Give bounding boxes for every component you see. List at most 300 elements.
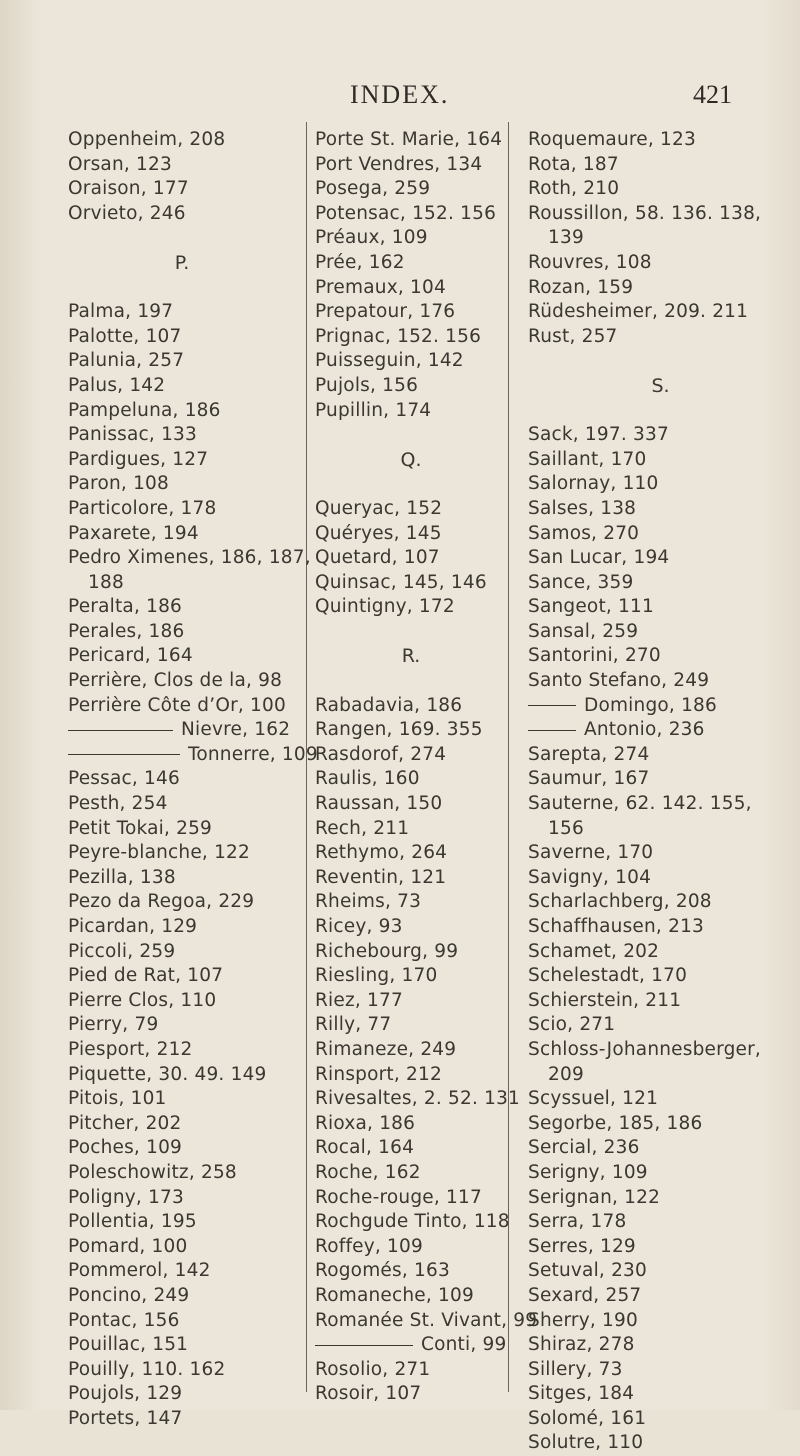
entry-text: Quéryes, 145: [315, 522, 442, 544]
entry-text: Romanée St. Vivant, 99: [315, 1309, 538, 1331]
entry-text: Potensac, 152. 156: [315, 202, 497, 224]
entry-text: Rech, 211: [315, 817, 410, 839]
section-letter: Q.: [400, 448, 422, 471]
entry-text: Port Vendres, 134: [315, 153, 483, 175]
index-entry: [528, 276, 793, 301]
index-entry: [315, 866, 507, 891]
ditto-dash: [315, 1345, 413, 1346]
entry-text: Solomé, 161: [528, 1407, 647, 1429]
entry-text: Saumur, 167: [528, 768, 650, 790]
entry-text: Peralta, 186: [68, 596, 183, 618]
entry-text: Rilly, 77: [315, 1014, 392, 1036]
entry-text: Paron, 108: [68, 473, 169, 495]
entry-text: Pouillac, 151: [68, 1334, 189, 1356]
index-entry: [315, 300, 507, 325]
entry-text: 188: [88, 571, 124, 593]
entry-text: Sitges, 184: [528, 1383, 635, 1405]
spacer: [68, 276, 296, 301]
entry-text: Pollentia, 195: [68, 1211, 197, 1233]
index-entry: [68, 177, 296, 202]
index-entry: [315, 1038, 507, 1063]
ditto-dash: [68, 754, 180, 755]
entry-text: Rimaneze, 249: [315, 1038, 457, 1060]
index-entry: [315, 128, 507, 153]
index-entry: [528, 1161, 793, 1186]
index-entry: [68, 1333, 296, 1358]
index-entry: [528, 718, 793, 743]
index-entry: [315, 226, 507, 251]
entry-text: Poches, 109: [68, 1137, 183, 1159]
entry-text: Sauterne, 62. 142. 155,: [528, 793, 752, 815]
index-entry: [68, 1063, 296, 1088]
entry-text: Pupillin, 174: [315, 399, 432, 421]
index-entry-continuation: [528, 1063, 793, 1088]
entry-text: Roche-rouge, 117: [315, 1186, 482, 1208]
spacer: [315, 423, 507, 448]
index-entry: [528, 1112, 793, 1137]
index-entry: [315, 595, 507, 620]
index-entry: [315, 1136, 507, 1161]
entry-text: Orvieto, 246: [68, 202, 186, 224]
index-entry: [315, 940, 507, 965]
index-entry: [315, 743, 507, 768]
entry-text: Prepatour, 176: [315, 301, 456, 323]
entry-text: Quinsac, 145, 146: [315, 571, 487, 593]
entry-text: Pampeluna, 186: [68, 399, 221, 421]
entry-text: Pommerol, 142: [68, 1260, 211, 1282]
page-number: 421: [693, 80, 732, 109]
entry-text: Domingo, 186: [584, 694, 717, 716]
index-entry: [68, 448, 296, 473]
entry-text: Santo Stefano, 249: [528, 670, 710, 692]
index-entry: [528, 595, 793, 620]
index-entry: [528, 1284, 793, 1309]
index-entry: [315, 817, 507, 842]
index-entry: [68, 743, 318, 768]
entry-text: Reventin, 121: [315, 866, 447, 888]
spacer: [68, 226, 296, 251]
index-entry: [68, 1235, 296, 1260]
index-entry: [528, 792, 793, 817]
entry-text: Schloss-Johannesberger,: [528, 1038, 762, 1060]
index-entry: [68, 325, 296, 350]
index-entry: [68, 546, 311, 571]
spacer: [528, 349, 793, 374]
entry-text: Schaffhausen, 213: [528, 916, 705, 937]
entry-text: Préaux, 109: [315, 227, 428, 249]
index-entry: [315, 1186, 507, 1211]
entry-text: Sillery, 73: [528, 1358, 623, 1380]
index-entry: [528, 1235, 793, 1260]
index-entry: [315, 792, 507, 817]
entry-text: Rabadavia, 186: [315, 694, 463, 716]
entry-text: Pitcher, 202: [68, 1112, 182, 1134]
index-entry: [68, 472, 296, 497]
entry-text: Sexard, 257: [528, 1284, 642, 1306]
index-entry: [528, 866, 793, 891]
entry-text: Saillant, 170: [528, 448, 647, 470]
index-entry: [315, 964, 507, 989]
entry-text: Rioxa, 186: [315, 1112, 416, 1134]
index-entry: [528, 1382, 793, 1407]
index-entry: [68, 202, 296, 227]
entry-text: Pontac, 156: [68, 1309, 180, 1331]
index-entry: [315, 841, 507, 866]
entry-text: Portets, 147: [68, 1407, 183, 1429]
index-entry: [68, 767, 296, 792]
entry-text: Salornay, 110: [528, 473, 659, 495]
index-entry: [315, 349, 507, 374]
index-entry: [528, 571, 793, 596]
entry-text: Sarepta, 274: [528, 743, 650, 765]
index-entry: [68, 1407, 296, 1432]
entry-text: Pericard, 164: [68, 645, 193, 667]
spacer: [315, 620, 507, 645]
index-entry: [528, 325, 793, 350]
index-entry: [528, 940, 793, 965]
index-entry: [528, 546, 793, 571]
entry-text: Oppenheim, 208: [68, 129, 226, 150]
index-entry: [315, 497, 507, 522]
entry-text: Prignac, 152. 156: [315, 325, 482, 347]
index-entry: [68, 1087, 296, 1112]
entry-text: Picardan, 129: [68, 916, 198, 937]
entry-text: Roche, 162: [315, 1161, 421, 1183]
index-entry: [528, 644, 793, 669]
index-entry: [528, 472, 793, 497]
entry-text: Scyssuel, 121: [528, 1088, 659, 1110]
index-entry: [68, 595, 296, 620]
entry-text: Posega, 259: [315, 178, 431, 200]
index-entry-continuation: [528, 226, 793, 251]
entry-text: Poujols, 129: [68, 1383, 183, 1405]
entry-text: Richebourg, 99: [315, 940, 459, 962]
index-entry: [528, 1087, 793, 1112]
entry-text: Santorini, 270: [528, 645, 661, 667]
entry-text: Rüdesheimer, 209. 211: [528, 301, 749, 323]
index-entry: [68, 423, 296, 448]
entry-text: Premaux, 104: [315, 276, 446, 298]
index-entry: [315, 694, 507, 719]
index-entry: [528, 1186, 793, 1211]
index-entry: [315, 989, 507, 1014]
index-entry: [528, 1013, 793, 1038]
entry-text: Rozan, 159: [528, 276, 634, 298]
index-entry: [315, 767, 507, 792]
index-entry: [315, 1284, 507, 1309]
index-entry-continuation: [68, 571, 296, 596]
entry-text: Setuval, 230: [528, 1260, 648, 1282]
index-entry: [315, 546, 507, 571]
column-divider: [508, 122, 509, 1392]
entry-text: Peyre-blanche, 122: [68, 842, 250, 864]
index-entry: [528, 202, 793, 227]
entry-text: Nievre, 162: [181, 719, 291, 741]
index-entry: [528, 423, 793, 448]
entry-text: Puisseguin, 142: [315, 350, 464, 372]
index-entry: [68, 620, 296, 645]
index-entry: [528, 177, 793, 202]
index-entry: [528, 497, 793, 522]
index-entry: [315, 1063, 507, 1088]
entry-text: Quintigny, 172: [315, 596, 455, 618]
index-entry: [315, 399, 507, 424]
entry-text: Segorbe, 185, 186: [528, 1112, 703, 1134]
index-entry: [528, 1407, 793, 1432]
entry-text: Palus, 142: [68, 374, 166, 396]
index-entry: [68, 522, 296, 547]
index-entry: [528, 1259, 793, 1284]
entry-text: Sansal, 259: [528, 620, 639, 642]
index-entry: [528, 1358, 793, 1383]
entry-text: Saverne, 170: [528, 842, 654, 864]
entry-text: Palunia, 257: [68, 350, 185, 372]
ditto-dash: [528, 705, 576, 706]
entry-text: Samos, 270: [528, 522, 640, 544]
index-entry: [68, 644, 296, 669]
entry-text: Sance, 359: [528, 571, 634, 593]
index-entry: [68, 817, 296, 842]
entry-text: Salses, 138: [528, 497, 637, 519]
entry-text: Shiraz, 278: [528, 1334, 635, 1356]
index-entry: [68, 153, 296, 178]
entry-text: 209: [548, 1063, 584, 1085]
index-entry: [528, 915, 793, 940]
index-entry: [68, 964, 296, 989]
entry-text: Sangeot, 111: [528, 596, 654, 618]
index-entry: [315, 325, 507, 350]
entry-text: Rinsport, 212: [315, 1063, 442, 1085]
entry-text: Pedro Ximenes, 186, 187,: [68, 547, 311, 569]
entry-text: Porte St. Marie, 164: [315, 129, 503, 150]
entry-text: Petit Tokai, 259: [68, 817, 213, 839]
entry-text: Rogomés, 163: [315, 1260, 450, 1282]
index-entry: [528, 1431, 793, 1456]
index-entry: [528, 153, 793, 178]
entry-text: Queryac, 152: [315, 497, 443, 519]
entry-text: Pied de Rat, 107: [68, 965, 224, 987]
entry-text: Scharlachberg, 208: [528, 891, 712, 913]
index-entry: [528, 989, 793, 1014]
index-entry: [315, 1309, 538, 1334]
index-entry: [68, 1284, 296, 1309]
entry-text: Oraison, 177: [68, 178, 189, 200]
index-column-1: [68, 128, 318, 1431]
entry-text: Pomard, 100: [68, 1235, 188, 1257]
index-entry: [68, 128, 296, 153]
entry-text: Pessac, 146: [68, 768, 180, 790]
index-entry: [68, 792, 296, 817]
entry-text: San Lucar, 194: [528, 547, 670, 569]
entry-text: Scio, 271: [528, 1014, 616, 1036]
index-entry: [528, 620, 793, 645]
index-entry: [68, 1136, 296, 1161]
section-letter: R.: [401, 645, 421, 668]
entry-text: Rochgude Tinto, 118: [315, 1211, 510, 1233]
entry-text: Poleschowitz, 258: [68, 1161, 237, 1183]
entry-text: Palotte, 107: [68, 325, 182, 347]
index-entry: [528, 669, 793, 694]
index-entry: [68, 1259, 296, 1284]
index-entry: [528, 448, 793, 473]
index-entry: [68, 669, 296, 694]
entry-text: Conti, 99: [421, 1334, 507, 1356]
entry-text: Pouilly, 110. 162: [68, 1358, 226, 1380]
entry-text: Particolore, 178: [68, 497, 217, 519]
entry-text: Rocal, 164: [315, 1137, 415, 1159]
entry-text: Rota, 187: [528, 153, 619, 175]
section-letter: P.: [174, 251, 190, 274]
index-entry: [68, 399, 296, 424]
entry-text: Roffey, 109: [315, 1235, 423, 1257]
entry-text: Schierstein, 211: [528, 989, 682, 1011]
entry-text: Paxarete, 194: [68, 522, 199, 544]
index-entry: [68, 374, 296, 399]
entry-text: Savigny, 104: [528, 866, 652, 888]
index-entry: [315, 153, 507, 178]
index-entry: [315, 915, 507, 940]
index-entry: [528, 964, 793, 989]
index-column-2: [315, 128, 538, 1407]
index-entry: [528, 522, 793, 547]
index-entry: [68, 1382, 296, 1407]
index-entry: [68, 497, 296, 522]
index-entry: [68, 1112, 296, 1137]
index-entry: [528, 890, 793, 915]
index-entry: [315, 1161, 507, 1186]
entry-text: Palma, 197: [68, 301, 174, 323]
index-entry: [528, 1210, 793, 1235]
entry-text: Riesling, 170: [315, 965, 438, 987]
index-entry: [68, 915, 296, 940]
index-entry: [315, 251, 507, 276]
index-entry: [68, 841, 296, 866]
index-entry: [528, 128, 793, 153]
index-entry: [68, 989, 296, 1014]
index-entry: [315, 1382, 507, 1407]
entry-text: Piesport, 212: [68, 1038, 193, 1060]
index-entry: [315, 890, 507, 915]
entry-text: Rouvres, 108: [528, 251, 652, 273]
entry-text: Pujols, 156: [315, 374, 419, 396]
index-entry: [68, 1210, 296, 1235]
entry-text: 156: [548, 817, 584, 839]
entry-text: Sherry, 190: [528, 1309, 638, 1331]
entry-text: Roth, 210: [528, 178, 620, 200]
entry-text: Pierry, 79: [68, 1014, 159, 1036]
index-entry: [528, 1333, 793, 1358]
entry-text: Pitois, 101: [68, 1088, 167, 1110]
entry-text: Orsan, 123: [68, 153, 172, 175]
index-title: INDEX.: [350, 80, 450, 109]
entry-text: Sack, 197. 337: [528, 424, 669, 446]
index-entry: [315, 571, 507, 596]
entry-text: Serra, 178: [528, 1211, 627, 1233]
index-entry: [315, 718, 507, 743]
entry-text: Piccoli, 259: [68, 940, 176, 962]
index-entry: [528, 300, 793, 325]
index-entry: [68, 1161, 296, 1186]
spacer: [528, 399, 793, 424]
spacer: [315, 472, 507, 497]
entry-text: Raulis, 160: [315, 768, 420, 790]
index-entry: [315, 1013, 507, 1038]
entry-text: 139: [548, 227, 584, 249]
entry-text: Schamet, 202: [528, 940, 660, 962]
entry-text: Quetard, 107: [315, 547, 440, 569]
entry-text: Raussan, 150: [315, 793, 443, 815]
entry-text: Schelestadt, 170: [528, 965, 688, 987]
entry-text: Riez, 177: [315, 989, 403, 1011]
entry-text: Pierre Clos, 110: [68, 989, 217, 1011]
entry-text: Poncino, 249: [68, 1284, 190, 1306]
entry-text: Rosolio, 271: [315, 1358, 431, 1380]
entry-text: Perrière, Clos de la, 98: [68, 670, 283, 692]
entry-text: Rasdorof, 274: [315, 743, 447, 765]
entry-text: Roussillon, 58. 136. 138,: [528, 202, 762, 224]
ditto-dash: [68, 730, 173, 731]
spacer: [315, 669, 507, 694]
index-entry: [68, 1038, 296, 1063]
entry-text: Romaneche, 109: [315, 1284, 474, 1306]
index-entry: [68, 1186, 296, 1211]
index-entry: [68, 890, 296, 915]
index-column-3: [528, 128, 793, 1456]
index-entry: [315, 1087, 521, 1112]
index-entry: [528, 1309, 793, 1334]
section-letter: S.: [651, 374, 670, 397]
page-header: [0, 80, 800, 120]
index-entry: [315, 177, 507, 202]
entry-text: Poligny, 173: [68, 1186, 184, 1208]
entry-text: Panissac, 133: [68, 424, 197, 446]
index-entry: [528, 1136, 793, 1161]
index-entry: [68, 940, 296, 965]
index-entry: [315, 1210, 510, 1235]
index-entry: [315, 374, 507, 399]
index-entry: [68, 349, 296, 374]
entry-text: Pezo da Regoa, 229: [68, 891, 255, 913]
entry-text: Serres, 129: [528, 1235, 636, 1257]
entry-text: Perrière Côte d’Or, 100: [68, 694, 286, 716]
entry-text: Serignan, 122: [528, 1186, 661, 1208]
entry-text: Pardigues, 127: [68, 448, 209, 470]
entry-text: Rethymo, 264: [315, 842, 448, 864]
index-entry: [528, 767, 793, 792]
entry-text: Roquemaure, 123: [528, 129, 696, 150]
index-entry: [68, 718, 296, 743]
entry-text: Serigny, 109: [528, 1161, 648, 1183]
index-entry: [315, 1259, 507, 1284]
entry-text: Rosoir, 107: [315, 1383, 422, 1405]
index-entry: [68, 300, 296, 325]
entry-text: Prée, 162: [315, 251, 405, 273]
index-entry: [315, 1358, 507, 1383]
index-entry: [68, 1013, 296, 1038]
index-entry: [68, 694, 296, 719]
entry-text: Pezilla, 138: [68, 866, 176, 888]
index-entry-continuation: [528, 817, 793, 842]
index-entry: [315, 202, 507, 227]
entry-text: Antonio, 236: [584, 719, 705, 741]
index-entry: [315, 1112, 507, 1137]
entry-text: Sercial, 236: [528, 1137, 640, 1159]
index-entry: [68, 1309, 296, 1334]
entry-text: Rivesaltes, 2. 52. 131: [315, 1088, 521, 1110]
entry-text: Piquette, 30. 49. 149: [68, 1063, 267, 1085]
entry-text: Pesth, 254: [68, 793, 168, 815]
index-entry: [528, 743, 793, 768]
